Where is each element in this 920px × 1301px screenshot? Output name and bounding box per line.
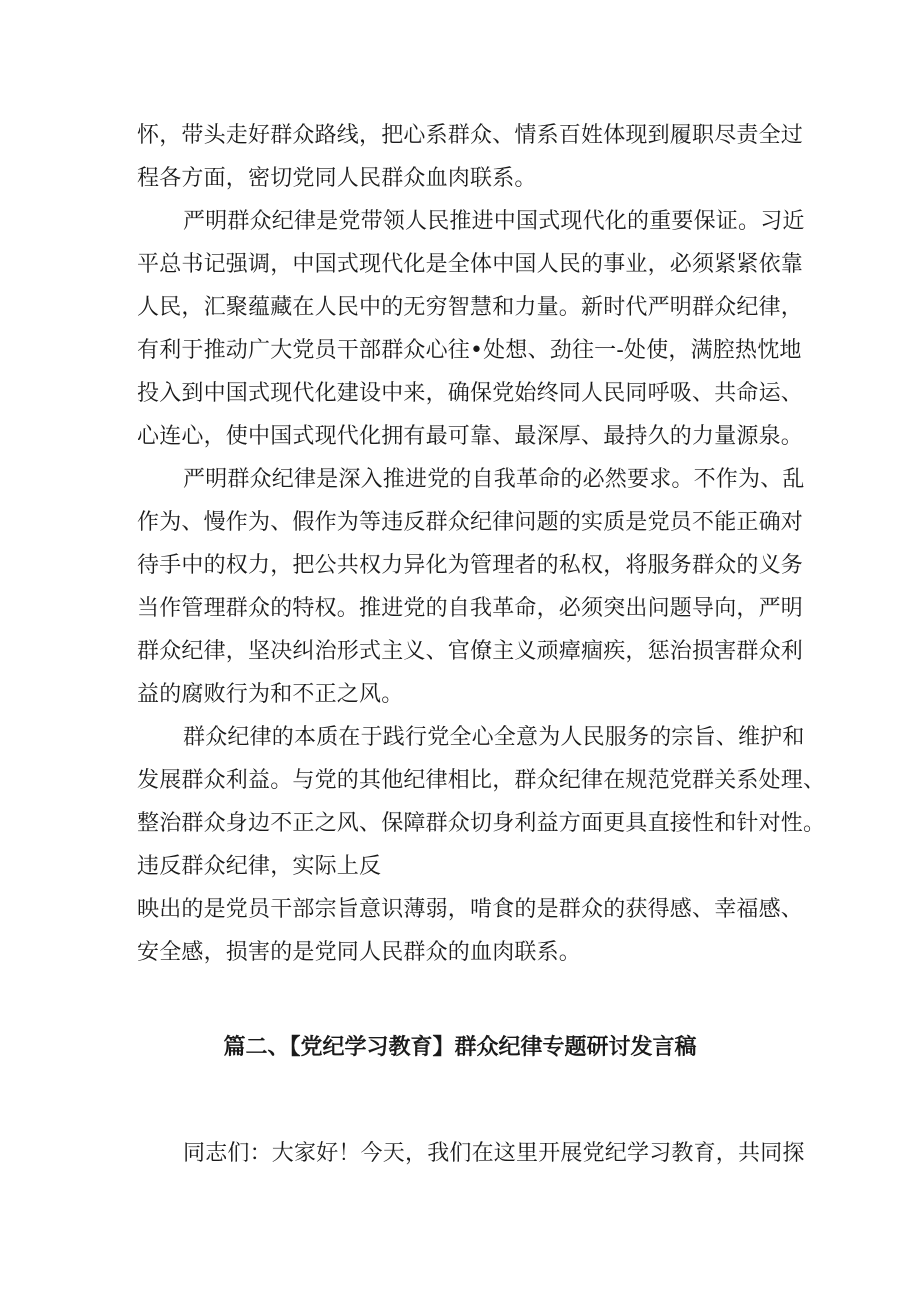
text-line: 心连心，使中国式现代化拥有最可靠、最深厚、最持久的力量源泉。 [137,424,804,449]
text-line: 当作管理群众的特权。推进党的自我革命，必须突出问题导向，严明 [137,596,804,621]
text-line: 违反群众纪律，实际上反 [137,854,382,879]
text-line: 群众纪律，坚决纠治形式主义、官僚主义顽瘴痼疾，惩治损害群众利 [137,639,804,664]
opening-line: 同志们：大家好！今天，我们在这里开展党纪学习教育，共同探 [183,1141,805,1166]
text-line: 待手中的权力，把公共权力异化为管理者的私权，将服务群众的义务 [137,553,804,578]
text-line: 人民，汇聚蕴藏在人民中的无穷智慧和力量。新时代严明群众纪律， [137,295,804,320]
text-line: 怀，带头走好群众路线，把心系群众、情系百姓体现到履职尽责全过 [137,123,804,148]
text-line: 安全感，损害的是党同人民群众的血肉联系。 [137,940,582,965]
paragraph-first-line: 严明群众纪律是深入推进党的自我革命的必然要求。不作为、乱 [183,467,805,492]
text-line: 整治群众身边不正之风、保障群众切身利益方面更具直接性和针对性。 [137,811,826,836]
text-line: 作为、慢作为、假作为等违反群众纪律问题的实质是党员不能正确对 [137,510,804,535]
text-line: 发展群众利益。与党的其他纪律相比，群众纪律在规范党群关系处理、 [137,768,826,793]
text-line: 益的腐败行为和不正之风。 [137,682,404,707]
paragraph-first-line: 群众纪律的本质在于践行党全心全意为人民服务的宗旨、维护和 [183,725,805,750]
text-line: 投入到中国式现代化建设中来，确保党始终同人民同呼吸、共命运、 [137,381,804,406]
text-line: 程各方面，密切党同人民群众血肉联系。 [137,166,537,191]
section-heading: 篇二、【党纪学习教育】群众纪律专题研讨发言稿 [223,1034,697,1060]
text-line: 平总书记强调，中国式现代化是全体中国人民的事业，必须紧紧依靠 [137,252,804,277]
paragraph-first-line: 严明群众纪律是党带领人民推进中国式现代化的重要保证。习近 [183,209,805,234]
text-line: 映出的是党员干部宗旨意识薄弱，啃食的是群众的获得感、幸福感、 [137,897,804,922]
text-line: 有利于推动广大党员干部群众心往•处想、劲往一-处使，满腔热忱地 [137,338,802,363]
